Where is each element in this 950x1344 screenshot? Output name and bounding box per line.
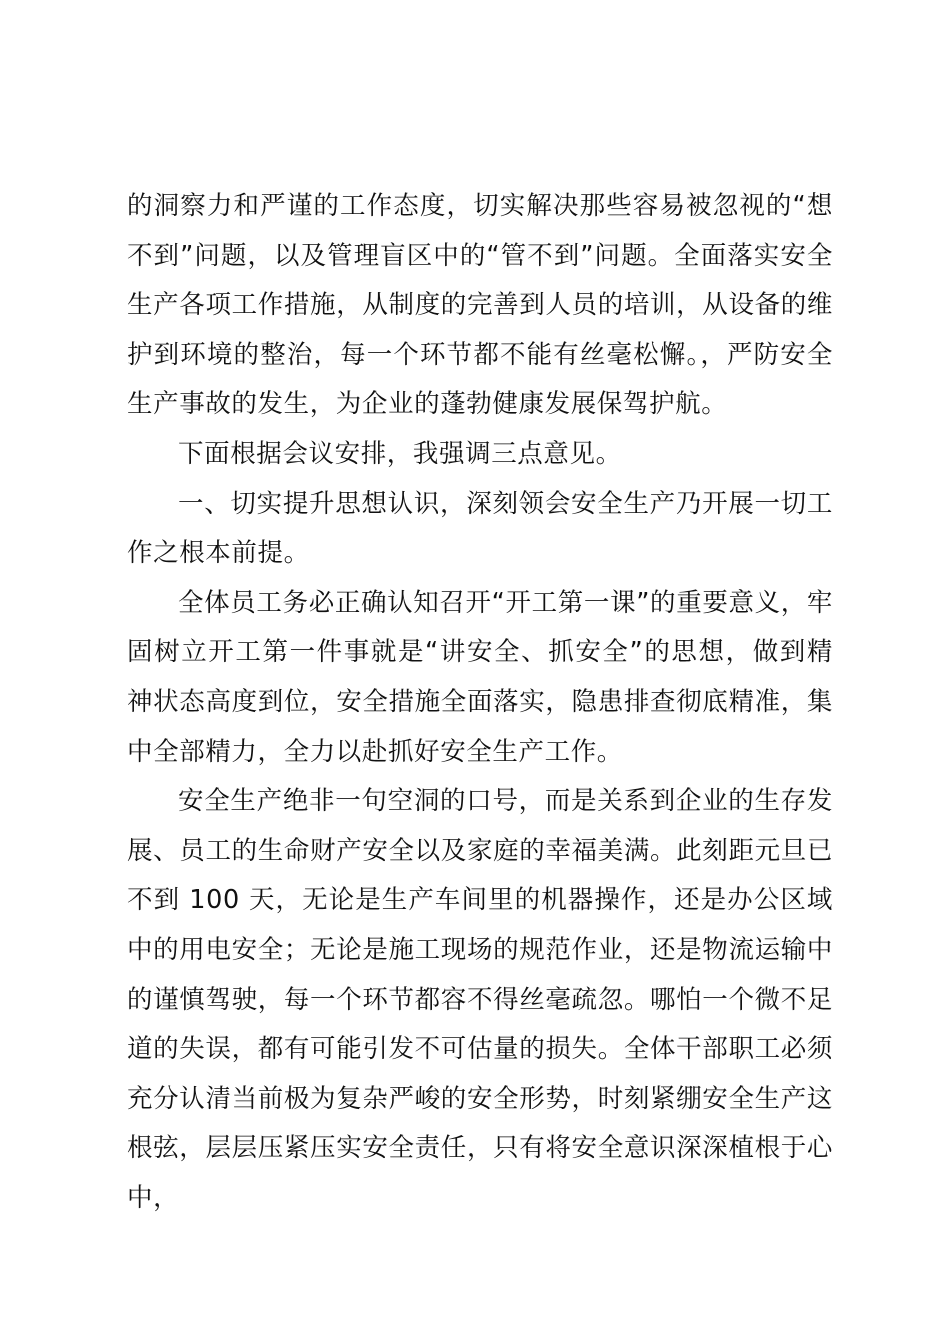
document-body: [127, 182, 833, 1223]
paragraph-continued: 的洞察力和严谨的工作态度，切实解决那些容易被忽视的“想不到”问题，以及管理盲区中的“管不到”问题。全面落实安全生产各项工作措施，从制度的完善到人员的培训，从设备的维护到环境的整治，每一个环节都不能有丝毫松懈。，严防安全生产事故的发生，为企业的蓬勃健康发展保驾护航。: [127, 191, 833, 420]
paragraph-safety-production: 安全生产绝非一句空洞的口号，而是关系到企业的生存发展、员工的生命财产安全以及家庭的幸福美满。此刻距元旦已不到 100 天，无论是生产车间里的机器操作，还是办公区域中的用电安全；无论是施工现场的规范作业，还是物流运输中的谨慎驾驶，每一个环节都容不得丝毫疏忽。哪怕一个微不足道的失误，都有可能引发不可估量的损失。全体干部职工必须充分认清当前极为复杂严峻的安全形势，时刻紧绷安全生产这根弦，层层压紧压实安全责任，只有将安全意识深深植根于心中，: [127, 786, 833, 1213]
section-heading-one: 一、切实提升思想认识，深刻领会安全生产乃开展一切工作之根本前提。: [127, 488, 833, 569]
paragraph-first-lesson: 全体员工务必正确认知召开“开工第一课”的重要意义，牢固树立开工第一件事就是“讲安全、抓安全”的思想，做到精神状态高度到位，安全措施全面落实，隐患排查彻底精准，集中全部精力，全力以赴抓好安全生产工作。: [127, 587, 833, 767]
paragraph-intro: 下面根据会议安排，我强调三点意见。: [178, 438, 622, 469]
